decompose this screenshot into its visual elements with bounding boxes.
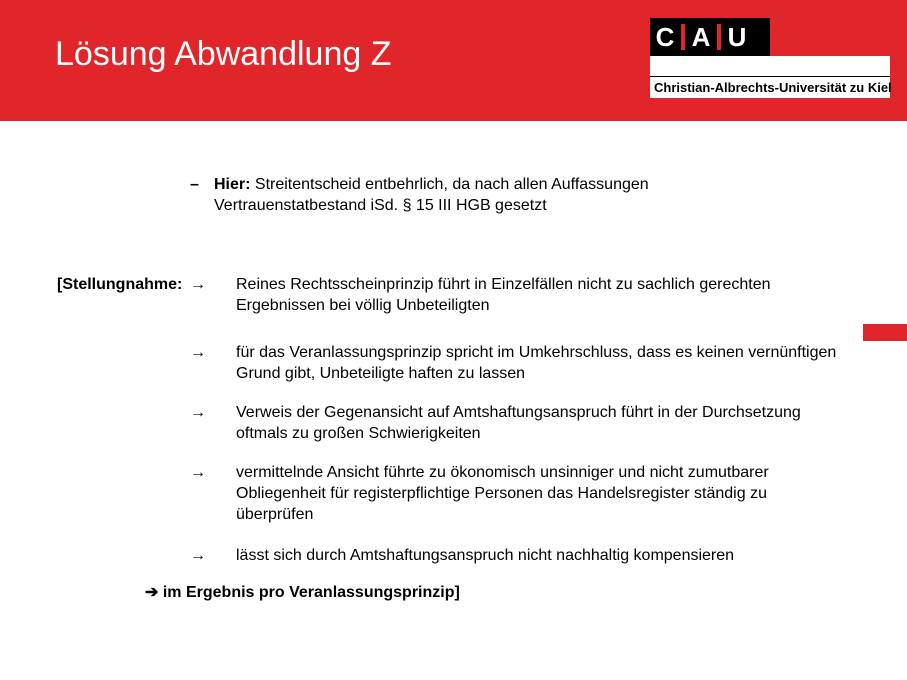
list-item-text: Reines Rechtsscheinprinzip führt in Einzelfällen nicht zu sachlich gerechten Ergebnissen bei völlig Unbeteiligten <box>236 276 771 314</box>
logo-separator <box>717 24 721 50</box>
logo-university-name: Christian-Albrechts-Universität zu Kiel <box>650 76 890 98</box>
stellungnahme-label: [Stellungnahme: <box>57 276 183 293</box>
hier-text <box>214 174 754 216</box>
list-item-text: für das Veranlassungsprinzip spricht im Umkehrschluss, dass es keinen vernünftigen Grund gibt, Unbeteiligte haften zu lassen <box>236 344 837 382</box>
cau-logo <box>650 18 890 98</box>
list-item-text: lässt sich durch Amtshaftungsanspruch nicht nachhaltig kompensieren <box>236 547 735 564</box>
hier-body: Streitentscheid entbehrlich, da nach allen Auffassungen Vertrauenstatbestand iSd. § 15 III HGB gesetzt <box>214 176 649 214</box>
side-marker <box>863 324 907 341</box>
list-item-text: vermittelnde Ansicht führte zu ökonomisch unsinniger und nicht zumutbarer Obliegenheit für registerpflichtige Personen das Handelsregister ständig zu überprüfen <box>236 464 769 523</box>
double-arrow-icon: ➔ <box>145 584 159 601</box>
bullet-dash: – <box>190 176 199 193</box>
logo-letter-a: A <box>691 21 711 52</box>
hier-label: Hier: <box>214 176 251 193</box>
arrow-right-icon: → <box>190 464 206 481</box>
conclusion <box>145 582 460 603</box>
logo-letters <box>650 18 770 56</box>
list-item-text: Verweis der Gegenansicht auf Amtshaftungsanspruch führt in der Durchsetzung oftmals zu großen Schwierigkeiten <box>236 404 801 442</box>
logo-separator <box>681 24 685 50</box>
conclusion-text: im Ergebnis pro Veranlassungsprinzip] <box>162 584 460 601</box>
logo-letter-c: C <box>655 21 675 52</box>
logo-bar <box>650 56 890 76</box>
arrow-right-icon: → <box>190 344 206 361</box>
arrow-right-icon: → <box>190 404 206 421</box>
logo-letter-u: U <box>727 21 747 52</box>
arrow-right-icon: → <box>190 547 206 564</box>
page-title: Lösung Abwandlung Z <box>55 35 392 73</box>
arrow-right-icon: → <box>190 276 206 293</box>
